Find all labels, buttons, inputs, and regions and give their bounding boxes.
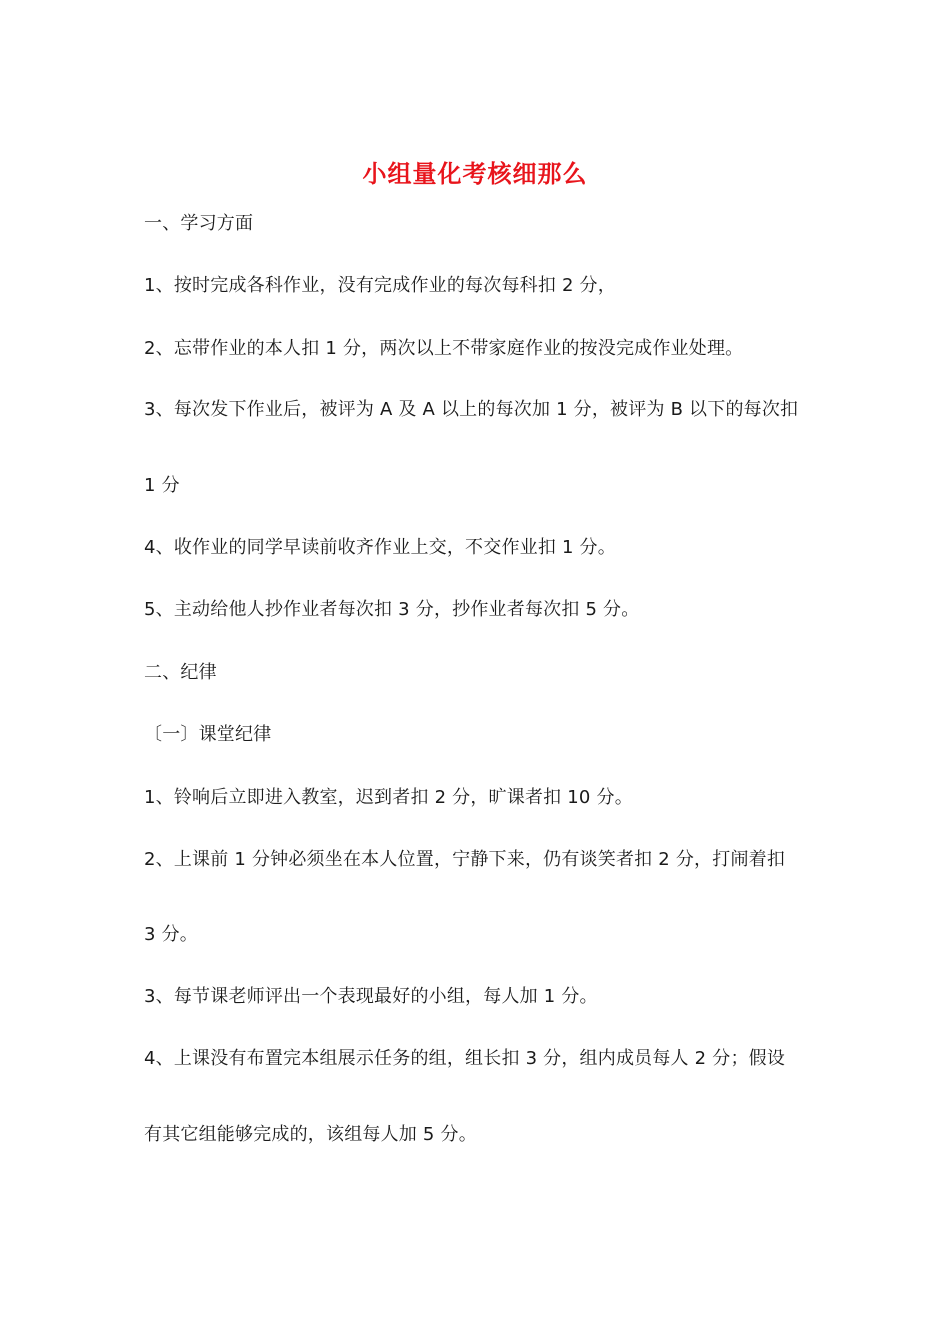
paragraph-line: 3、每节课老师评出一个表现最好的小组，每人加 1 分。 [144, 986, 598, 1007]
paragraph-line: 5、主动给他人抄作业者每次扣 3 分，抄作业者每次扣 5 分。 [144, 599, 640, 620]
paragraph-line: 2、忘带作业的本人扣 1 分，两次以上不带家庭作业的按没完成作业处理。 [144, 338, 744, 359]
section-heading-study: 一、学习方面 [144, 213, 254, 234]
document-title: 小组量化考核细那么 [362, 159, 588, 188]
paragraph-line: 4、收作业的同学早读前收齐作业上交，不交作业扣 1 分。 [144, 537, 616, 558]
paragraph-line-continuation: 1 分 [144, 475, 180, 496]
paragraph-line: 4、上课没有布置完本组展示任务的组，组长扣 3 分，组内成员每人 2 分；假设 [144, 1048, 786, 1069]
paragraph-line: 2、上课前 1 分钟必须坐在本人位置，宁静下来，仍有谈笑者扣 2 分，打闹着扣 [144, 849, 786, 870]
paragraph-line: 1、按时完成各科作业，没有完成作业的每次每科扣 2 分， [144, 275, 616, 296]
section-heading-discipline: 二、纪律 [144, 662, 217, 683]
paragraph-line-continuation: 3 分。 [144, 924, 198, 945]
paragraph-line: 3、每次发下作业后，被评为 A 及 A 以上的每次加 1 分，被评为 B 以下的每次扣 [144, 399, 799, 420]
paragraph-line: 1、铃响后立即进入教室，迟到者扣 2 分，旷课者扣 10 分。 [144, 787, 633, 808]
paragraph-line-continuation: 有其它组能够完成的，该组每人加 5 分。 [144, 1124, 477, 1145]
subsection-heading-classroom: 〔一〕课堂纪律 [144, 724, 272, 745]
